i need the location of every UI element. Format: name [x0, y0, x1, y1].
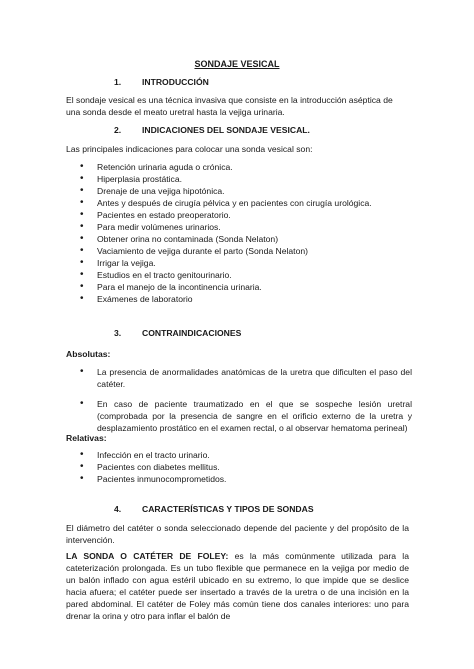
- section-title: INDICACIONES DEL SONDAJE VESICAL.: [142, 125, 310, 135]
- section-heading-introduccion: [114, 76, 209, 88]
- intro-paragraph: El sondaje vesical es una técnica invasiva que consiste en la introducción aséptica de una sonda desde el meato uretral hasta la vejiga urinaria.: [66, 95, 393, 117]
- list-item: • Drenaje de una vejiga hipotónica.: [80, 185, 412, 197]
- section-heading-indicaciones: [114, 124, 310, 136]
- foley-paragraph: [66, 550, 409, 622]
- list-item: • En caso de paciente traumatizado en el que se sospeche lesión uretral (comprobada por la presencia de sangre en el orificio externo de la uretra y desplazamiento prostático en el examen rectal, o al observar hematoma perineal): [80, 398, 412, 434]
- list-item: • Vaciamiento de vejiga durante el parto (Sonda Nelaton): [80, 245, 412, 257]
- types-paragraph: El diámetro del catéter o sonda seleccionado depende del paciente y del propósito de la intervención.: [66, 523, 409, 545]
- document-title: SONDAJE VESICAL: [194, 59, 280, 69]
- relative-contraindications-list: [80, 449, 412, 485]
- list-item: • Para medir volúmenes urinarios.: [80, 221, 412, 233]
- list-item: • Antes y después de cirugía pélvica y en pacientes con cirugía urológica.: [80, 197, 412, 209]
- list-item: • Pacientes inmunocomprometidos.: [80, 473, 412, 485]
- absolute-contraindications-list: [80, 366, 412, 434]
- list-item: • Irrigar la vejiga.: [80, 257, 412, 269]
- relative-label: Relativas:: [66, 433, 107, 443]
- list-item: • Pacientes en estado preoperatorio.: [80, 209, 412, 221]
- indications-intro: Las principales indicaciones para colocar una sonda vesical son:: [66, 144, 313, 154]
- list-item: • Infección en el tracto urinario.: [80, 449, 412, 461]
- foley-title: LA SONDA O CATÉTER DE FOLEY:: [66, 551, 229, 561]
- section-heading-contraindicaciones: [114, 327, 241, 339]
- list-item: • Obtener orina no contaminada (Sonda Nelaton): [80, 233, 412, 245]
- section-number: 1.: [114, 77, 122, 87]
- list-item: • Hiperplasia prostática.: [80, 173, 412, 185]
- list-item: • Para el manejo de la incontinencia urinaria.: [80, 281, 412, 293]
- list-item: • La presencia de anormalidades anatómicas de la uretra que dificulten el paso del catéter.: [80, 366, 412, 390]
- list-item: • Estudios en el tracto genitourinario.: [80, 269, 412, 281]
- section-title: INTRODUCCIÓN: [142, 77, 209, 87]
- absolute-label: Absolutas:: [66, 349, 111, 359]
- list-item: • Pacientes con diabetes mellitus.: [80, 461, 412, 473]
- foley-text: es la más comúnmente utilizada para la cateterización prolongada. Es un tubo flexible que permanece en la vejiga por medio de un balón inflado con agua estéril ubicado en su extremo, lo que impide que se deslice hacia afuera; el catéter puede ser insertado a través de la uretra o de una incisión en la pared abdominal. El catéter de Foley más común tiene dos canales interiores: uno para drenar la orina y otro para inflar el balón de: [66, 551, 409, 621]
- section-number: 4.: [114, 504, 122, 514]
- indications-list: [80, 161, 412, 305]
- section-number: 3.: [114, 328, 122, 338]
- section-heading-caracteristicas: [114, 503, 314, 515]
- section-title: CARACTERÍSTICAS Y TIPOS DE SONDAS: [142, 504, 314, 514]
- section-number: 2.: [114, 125, 122, 135]
- list-item: • Exámenes de laboratorio: [80, 293, 412, 305]
- section-title: CONTRAINDICACIONES: [142, 328, 242, 338]
- list-item: • Retención urinaria aguda o crónica.: [80, 161, 412, 173]
